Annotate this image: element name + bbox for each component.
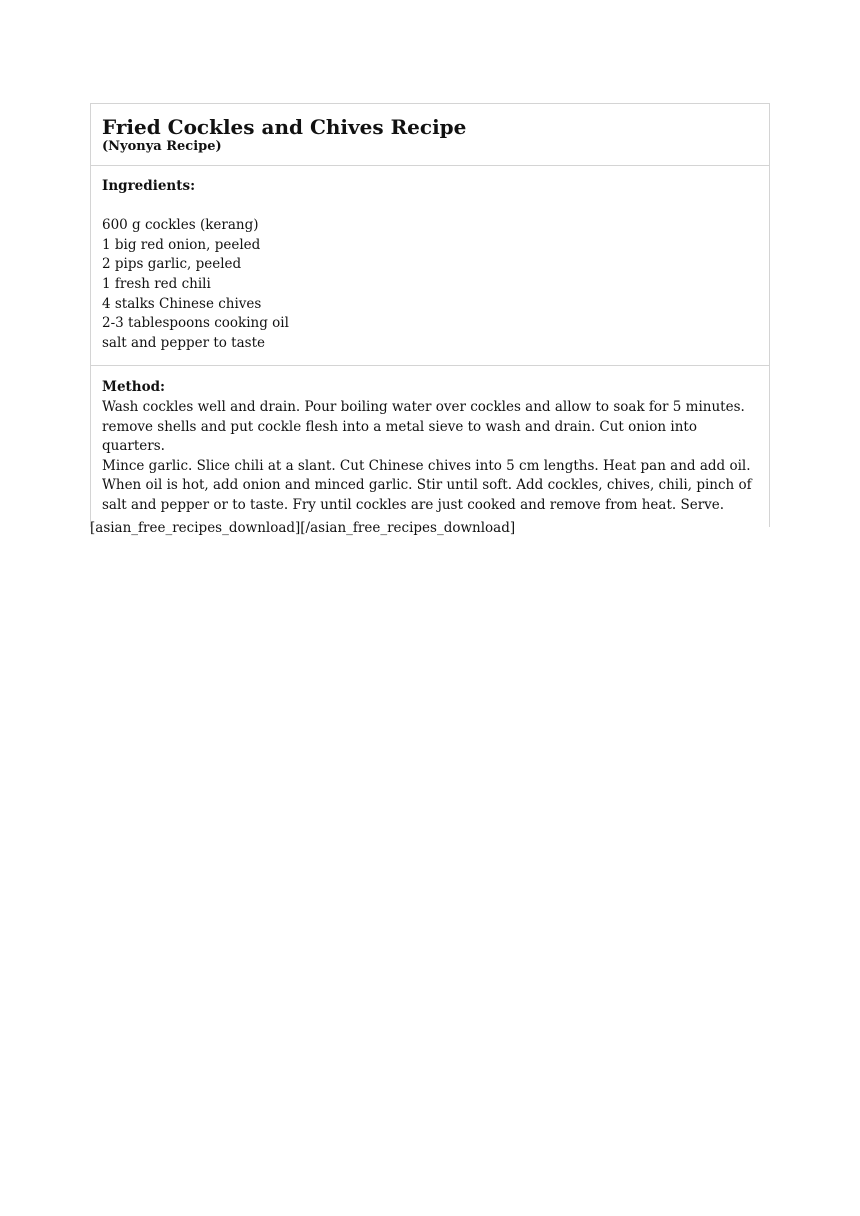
ingredient-item: 2 pips garlic, peeled: [102, 256, 242, 273]
ingredient-item: 4 stalks Chinese chives: [102, 295, 262, 312]
ingredient-item: 1 big red onion, peeled: [102, 236, 261, 253]
ingredients-section: [91, 166, 769, 366]
method-section: [91, 366, 769, 526]
recipe-subtitle: (Nyonya Recipe): [102, 139, 222, 154]
ingredients-heading: Ingredients:: [102, 178, 196, 194]
ingredient-item: 1 fresh red chili: [102, 275, 211, 292]
ingredient-item: 600 g cockles (kerang): [102, 217, 259, 234]
ingredient-item: 2-3 tablespoons cooking oil: [102, 315, 289, 332]
ingredient-list: [102, 216, 758, 353]
recipe-title: Fried Cockles and Chives Recipe: [102, 115, 467, 139]
ingredient-item: salt and pepper to taste: [102, 334, 265, 351]
method-heading: Method:: [102, 379, 166, 396]
recipe-card: [90, 103, 770, 527]
recipe-header: [91, 104, 769, 166]
download-shortcode: [asian_free_recipes_download][/asian_free_recipes_download]: [90, 520, 516, 536]
method-text: Wash cockles well and drain. Pour boiling water over cockles and allow to soak for 5 minutes. remove shells and put cockle flesh into a metal sieve to wash and drain. Cut onion into quarters. Mince garlic. Slice chili at a slant. Cut Chinese chives into 5 cm lengths. Heat pan and add oil. When oil is hot, add onion and minced garlic. Stir until soft. Add cockles, chives, chili, pinch of salt and pepper or to taste. Fry until cockles are just cooked and remove from heat. Serve.: [102, 398, 752, 513]
